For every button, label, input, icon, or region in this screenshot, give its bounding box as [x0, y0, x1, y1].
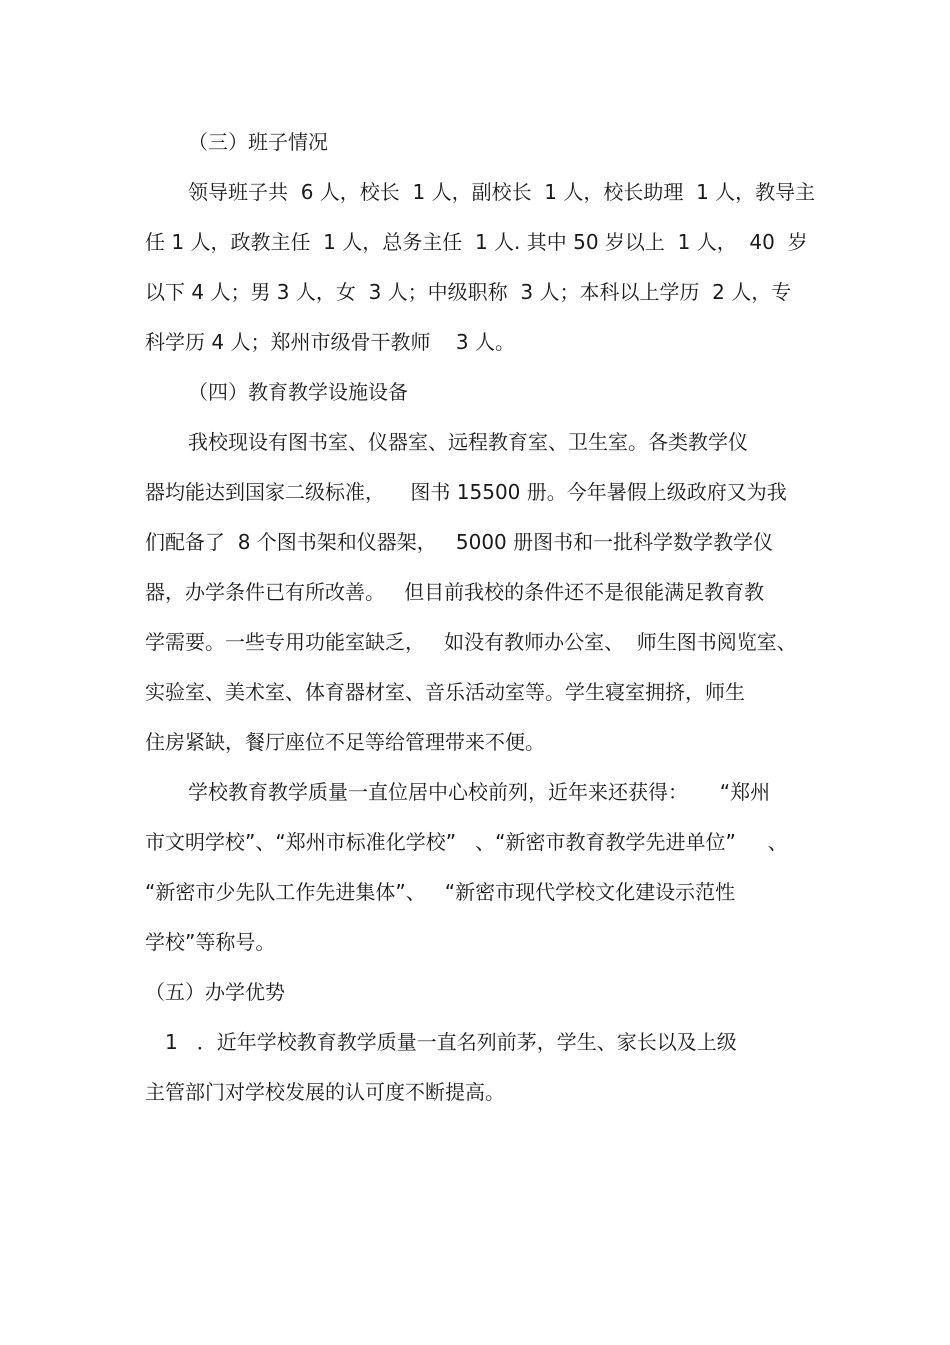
paragraph-line: 主管部门对学校发展的认可度不断提高。: [145, 1080, 505, 1104]
paragraph-line: 学校教育教学质量一直位居中心校前列，近年来还获得： “郑州: [188, 780, 771, 804]
paragraph-line: 器，办学条件已有所改善。 但目前我校的条件还不是很能满足教育教: [145, 580, 765, 604]
paragraph-line: 住房紧缺，餐厅座位不足等给管理带来不便。: [145, 730, 545, 754]
paragraph-line: 领导班子共 6 人，校长 1 人，副校长 1 人，校长助理 1 人，教导主: [188, 180, 816, 204]
paragraph-line: 任 1 人，政教主任 1 人，总务主任 1 人. 其中 50 岁以上 1 人， 40 岁: [145, 230, 808, 254]
heading-section-3: （三）班子情况: [188, 130, 328, 154]
paragraph-line: 市文明学校”、“郑州市标准化学校” 、“新密市教育教学先进单位” 、: [145, 830, 788, 854]
paragraph-line: 我校现设有图书室、仪器室、远程教育室、卫生室。各类教学仪: [188, 430, 748, 454]
list-item: 1 ．近年学校教育教学质量一直名列前茅，学生、家长以及上级: [165, 1030, 737, 1054]
paragraph-line: 器均能达到国家二级标准， 图书 15500 册。今年暑假上级政府又为我: [145, 480, 787, 504]
paragraph-line: “新密市少先队工作先进集体”、 “新密市现代学校文化建设示范性: [145, 880, 736, 904]
paragraph-line: 以下 4 人；男 3 人，女 3 人；中级职称 3 人；本科以上学历 2 人，专: [145, 280, 792, 304]
paragraph-line: 们配备了 8 个图书架和仪器架， 5000 册图书和一批科学数学教学仪: [145, 530, 774, 554]
paragraph-line: 学校”等称号。: [145, 930, 276, 954]
paragraph-line: 科学历 4 人；郑州市级骨干教师 3 人。: [145, 330, 515, 354]
paragraph-line: 学需要。一些专用功能室缺乏， 如没有教师办公室、 师生图书阅览室、: [145, 630, 797, 654]
heading-section-5: （五）办学优势: [145, 980, 285, 1004]
heading-section-4: （四）教育教学设施设备: [188, 380, 408, 404]
paragraph-line: 实验室、美术室、体育器材室、音乐活动室等。学生寝室拥挤，师生: [145, 680, 745, 704]
